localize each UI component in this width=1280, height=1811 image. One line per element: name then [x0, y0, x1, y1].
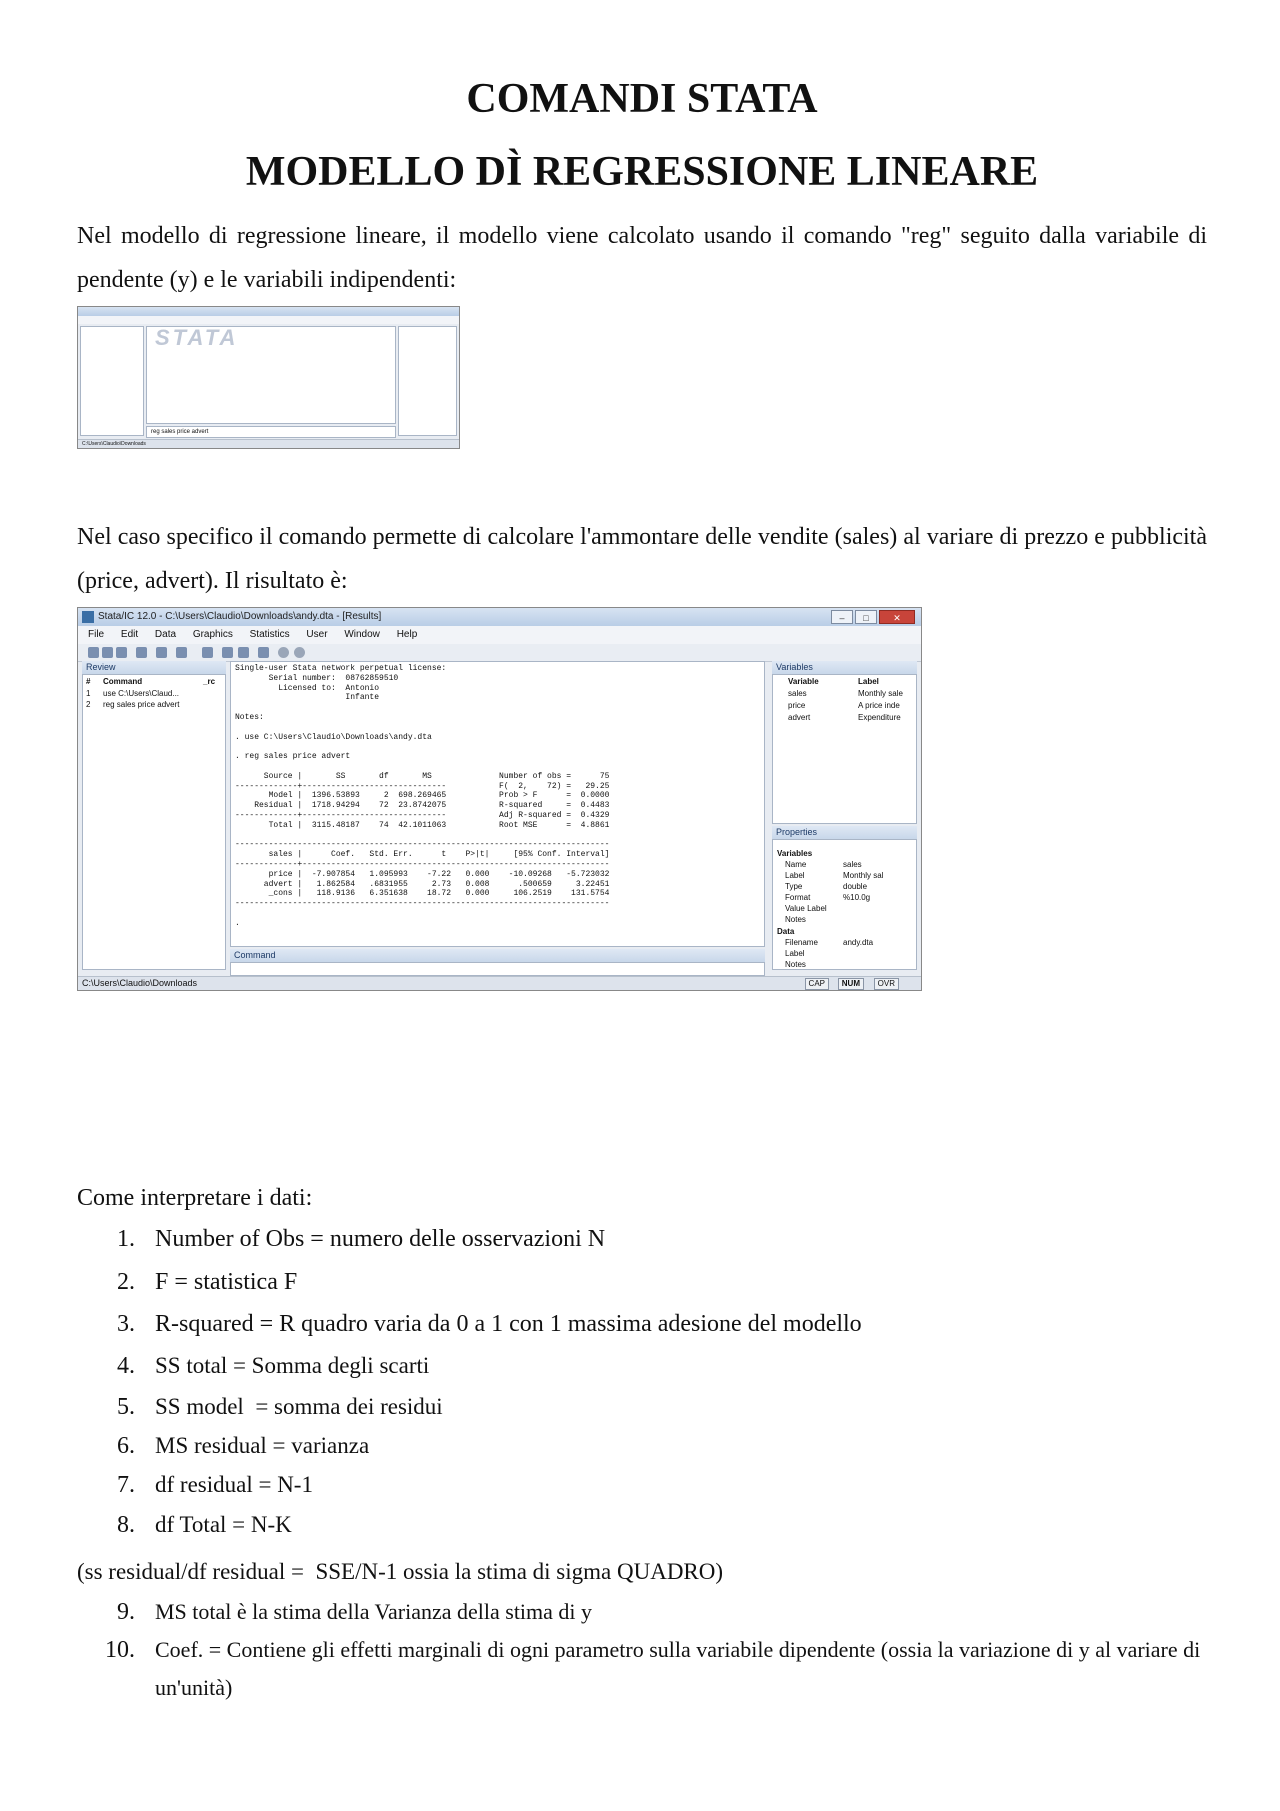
window-titlebar: [78, 608, 921, 626]
open-icon[interactable]: [88, 647, 99, 658]
var-col-variable: Variable: [788, 677, 819, 686]
menu-graphics[interactable]: Graphics: [192, 629, 233, 640]
data-editor-icon[interactable]: [222, 647, 233, 658]
save-icon[interactable]: [102, 647, 113, 658]
close-button[interactable]: ✕: [879, 610, 915, 624]
menu-edit[interactable]: Edit: [120, 629, 139, 640]
variable-name[interactable]: sales: [788, 689, 807, 698]
graph-icon[interactable]: [176, 647, 187, 658]
results-panel: [146, 326, 396, 424]
more-icon[interactable]: [278, 647, 289, 658]
status-path: C:\Users\Claudio\Downloads: [82, 978, 198, 988]
window-titlebar: [78, 307, 459, 316]
variables-manager-icon[interactable]: [258, 647, 269, 658]
command-panel-header: Command: [230, 949, 765, 962]
ovr-indicator: OVR: [874, 978, 899, 990]
review-row-command[interactable]: reg sales price advert: [103, 700, 180, 709]
menu-user[interactable]: User: [306, 629, 328, 640]
properties-panel: [772, 839, 917, 970]
maximize-button[interactable]: □: [855, 610, 877, 624]
property-value[interactable]: sales: [843, 860, 862, 869]
variable-label: Monthly sale: [858, 689, 903, 698]
do-file-editor-icon[interactable]: [202, 647, 213, 658]
data-browser-icon[interactable]: [238, 647, 249, 658]
window-title: Stata/IC 12.0 - C:\Users\Claudio\Downloads\andy.dta - [Results]: [98, 611, 382, 622]
note-line: (ss residual/df residual = SSE/N-1 ossia la stima di sigma QUADRO): [77, 1559, 724, 1584]
command-input[interactable]: [230, 962, 765, 976]
properties-panel-header: Properties: [772, 826, 917, 839]
minimize-button[interactable]: –: [831, 610, 853, 624]
document-title: COMANDI STATA: [466, 76, 818, 122]
menu-data[interactable]: Data: [154, 629, 177, 640]
variables-panel-header: Variables: [772, 661, 917, 674]
variable-label: Expenditure: [858, 713, 901, 722]
variables-panel: [398, 326, 457, 436]
stata-logo: STATA: [155, 325, 239, 350]
property-value[interactable]: %10.0g: [843, 893, 871, 902]
review-row-number: 2: [86, 700, 91, 709]
var-col-label: Label: [858, 677, 879, 686]
results-output: Single-user Stata network perpetual license: Serial number: 08762859510 Licensed to: Antonio Infante Notes: . use C:\Users\Claudio\Downloads\andy.dta . reg sales price advert Source | SS df MS Number of obs = 75 -------------+------------------------------ F( 2, 72) = 29.25 Model | 1396.53893 2 698.269465 Prob > F = 0.0000 Residual | 1718.94294 72 23.8742075 R-squared = 0.4483 -------------+------------------------------ Adj R-squared = 0.4329 Total | 3115.48187 74 42.1011063 Root MSE = 4.8861 ------------------------------------------------------------------------------ sales | Coef. Std. Err. t P>|t| [95% Conf. Interval] -------------+---------------------------------------------------------------- price | -7.907854 1.095993 -7.22 0.000 -10.09268 -5.723032 advert | 1.862584 .6831955 2.73 0.008 .500659 3.22451 _cons | 118.9136 6.351638 18.72 0.000 106.2519 131.5754 ------------------------------------------------------------------------------ .: [230, 661, 765, 947]
num-indicator: NUM: [838, 978, 864, 990]
menu-statistics[interactable]: Statistics: [249, 629, 290, 640]
property-key: Value Label: [785, 904, 827, 913]
property-key: Filename: [785, 938, 818, 947]
menu-help[interactable]: Help: [396, 629, 418, 640]
command-field[interactable]: reg sales price advert: [146, 426, 396, 438]
stata-screenshot-results: [77, 607, 922, 991]
menu-file[interactable]: File: [88, 629, 105, 640]
menu-bar: [78, 626, 921, 644]
properties-section-variables[interactable]: Variables: [777, 849, 813, 858]
stata-screenshot-small: [77, 306, 460, 449]
property-key: Name: [785, 860, 807, 869]
property-value[interactable]: double: [843, 882, 868, 891]
property-key: Label: [785, 871, 805, 880]
review-row-command[interactable]: use C:\Users\Claud...: [103, 689, 180, 698]
variables-panel: [772, 674, 917, 824]
log-icon[interactable]: [136, 647, 147, 658]
result-paragraph: Nel caso specifico il comando permette di calcolare l'ammontare delle vendite (sales) al variare di prezzo e pubblicità (price, advert). Il risultato è:: [77, 524, 1207, 594]
review-panel: [80, 326, 144, 436]
print-icon[interactable]: [116, 647, 127, 658]
status-bar: C:\Users\Claudio\Downloads: [78, 439, 459, 448]
intro-paragraph: Nel modello di regressione lineare, il modello viene calcolato usando il comando "reg" seguito dalla variabile di pendente (y) e le variabili indipendenti:: [77, 223, 1207, 293]
property-value: andy.dta: [843, 938, 874, 947]
review-col-number: #: [86, 677, 91, 686]
status-bar: [78, 976, 921, 990]
stata-app-icon: [82, 611, 94, 623]
property-key: Type: [785, 882, 803, 891]
review-panel: [82, 674, 226, 970]
menu-window[interactable]: Window: [344, 629, 380, 640]
property-key: Notes: [785, 960, 806, 969]
caps-indicator: CAP: [805, 978, 829, 990]
variable-name[interactable]: advert: [788, 713, 811, 722]
break-icon[interactable]: [294, 647, 305, 658]
menu-bar: [78, 316, 459, 324]
property-key: Notes: [785, 915, 806, 924]
property-key: Label: [785, 949, 805, 958]
properties-section-data[interactable]: Data: [777, 927, 795, 936]
review-col-command: Command: [103, 677, 143, 686]
review-col-rc: _rc: [203, 677, 216, 686]
toolbar: [78, 644, 921, 662]
variable-label: A price inde: [858, 701, 900, 710]
variable-name[interactable]: price: [788, 701, 806, 710]
review-row-number: 1: [86, 689, 91, 698]
document-subtitle: MODELLO DÌ REGRESSIONE LINEARE: [245, 149, 1039, 195]
review-panel-header: Review: [82, 661, 226, 674]
interpretation-heading: Come interpretare i dati:: [77, 1185, 313, 1211]
viewer-icon[interactable]: [156, 647, 167, 658]
property-value[interactable]: Monthly sal: [843, 871, 884, 880]
property-key: Format: [785, 893, 811, 902]
